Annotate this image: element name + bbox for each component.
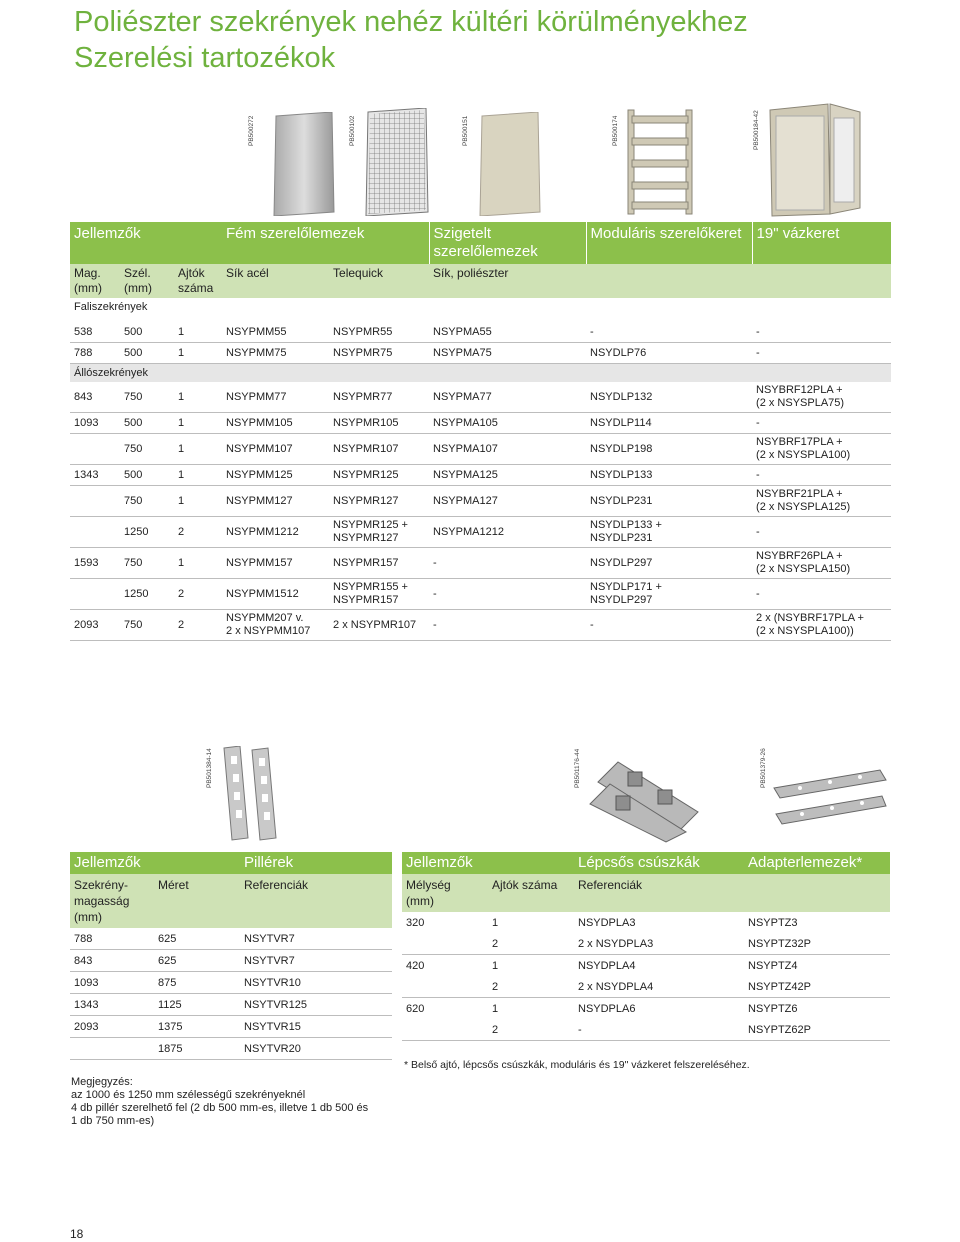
header-doors: Ajtók száma bbox=[174, 264, 222, 298]
slides-table bbox=[402, 852, 890, 1041]
header-depth: Mélység (mm) bbox=[402, 874, 488, 912]
header-modular-frame: Moduláris szerelőkeret bbox=[586, 222, 752, 264]
header-cabinet-height: Szekrény- magasság (mm) bbox=[70, 874, 154, 928]
adapter-plate-image bbox=[770, 768, 890, 839]
table-row bbox=[70, 486, 891, 517]
table-cell: 750 bbox=[120, 548, 174, 579]
slide-rail-image bbox=[588, 752, 708, 849]
table-cell: NSYPMA125 bbox=[429, 465, 586, 486]
table-cell: 500 bbox=[120, 343, 174, 364]
table-cell: NSYPMA75 bbox=[429, 343, 586, 364]
table-cell: NSYTVR10 bbox=[240, 972, 392, 994]
table-cell: 1 bbox=[174, 486, 222, 517]
table-cell: 788 bbox=[70, 928, 154, 950]
header-doors: Ajtók száma bbox=[488, 874, 574, 912]
title-line-2: Szerelési tartozékok bbox=[74, 42, 336, 74]
table-row bbox=[70, 1038, 392, 1060]
table-cell: NSYPMA127 bbox=[429, 486, 586, 517]
header-flat-steel: Sík acél bbox=[222, 264, 329, 298]
table-cell: 2 x NSYPMR107 bbox=[329, 610, 429, 641]
table-cell: 1 bbox=[174, 548, 222, 579]
sub-header-row bbox=[70, 264, 891, 298]
table-cell: 2 bbox=[488, 933, 574, 955]
sub-header-row bbox=[402, 874, 890, 912]
table-cell: NSYPMA1212 bbox=[429, 517, 586, 548]
header-characteristics: Jellemzők bbox=[70, 852, 240, 874]
table-row bbox=[70, 465, 891, 486]
table-cell: 2093 bbox=[70, 1016, 154, 1038]
table-cell: 788 bbox=[70, 343, 120, 364]
table-cell: 2093 bbox=[70, 610, 120, 641]
group-header-row bbox=[402, 852, 890, 874]
telequick-plate-image bbox=[364, 108, 430, 221]
table-cell: NSYDLP297 bbox=[586, 548, 752, 579]
note-label: Megjegyzés: bbox=[71, 1076, 133, 1088]
table-cell: NSYPTZ32P bbox=[744, 933, 890, 955]
table-row bbox=[70, 950, 392, 972]
polyester-plate-image bbox=[478, 112, 542, 221]
image-code: PB500151 bbox=[462, 115, 469, 146]
header-characteristics: Jellemzők bbox=[402, 852, 574, 874]
table-cell: 500 bbox=[120, 465, 174, 486]
rack-frame-image bbox=[768, 100, 864, 223]
table-cell: NSYPMR77 bbox=[329, 382, 429, 413]
modular-frame-image bbox=[626, 108, 696, 223]
table-row bbox=[402, 912, 890, 933]
table-cell: NSYPMR125 bbox=[329, 465, 429, 486]
table-cell bbox=[70, 486, 120, 517]
table-cell: 750 bbox=[120, 610, 174, 641]
table-cell: NSYPMA107 bbox=[429, 434, 586, 465]
table-cell: 1343 bbox=[70, 465, 120, 486]
table-cell: 843 bbox=[70, 382, 120, 413]
table-cell: NSYPMR157 bbox=[329, 548, 429, 579]
image-code: PB500174 bbox=[612, 115, 619, 146]
table-cell: 1875 bbox=[154, 1038, 240, 1060]
table-cell: 2 bbox=[174, 517, 222, 548]
table-cell: NSYDLP114 bbox=[586, 413, 752, 434]
table-cell: 2 bbox=[488, 976, 574, 998]
header-size: Méret bbox=[154, 874, 240, 928]
table-cell: 320 bbox=[406, 916, 425, 929]
table-cell: 1 bbox=[174, 382, 222, 413]
steel-plate-image bbox=[272, 112, 336, 221]
table-cell: NSYDLP198 bbox=[586, 434, 752, 465]
table-cell: NSYTVR20 bbox=[240, 1038, 392, 1060]
header-references: Referenciák bbox=[574, 874, 744, 912]
table-cell: - bbox=[752, 413, 891, 434]
table-cell: NSYTVR125 bbox=[240, 994, 392, 1016]
table-cell: NSYPMM107 bbox=[222, 434, 329, 465]
table-cell: NSYTVR7 bbox=[240, 950, 392, 972]
table-cell: 1 bbox=[174, 322, 222, 343]
table-cell: NSYPMM105 bbox=[222, 413, 329, 434]
title-line-1: Poliészter szekrények nehéz kültéri körülményekhez bbox=[74, 6, 748, 38]
table-cell: NSYPTZ42P bbox=[744, 976, 890, 998]
header-adapter-plates: Adapterlemezek* bbox=[744, 852, 890, 874]
table-cell: 1 bbox=[174, 434, 222, 465]
table-cell: NSYBRF26PLA + (2 x NSYSPLA150) bbox=[752, 548, 891, 579]
table-cell: 843 bbox=[70, 950, 154, 972]
header-stepped-slides: Lépcsős csúszkák bbox=[574, 852, 744, 874]
floor-rows bbox=[70, 382, 891, 641]
table-row bbox=[70, 579, 891, 610]
page-number: 18 bbox=[70, 1227, 84, 1241]
table-cell: NSYPMR105 bbox=[329, 413, 429, 434]
pillar-image bbox=[218, 746, 288, 847]
table-cell bbox=[70, 1038, 154, 1060]
table-cell: 1343 bbox=[70, 994, 154, 1016]
table-cell: NSYPMA105 bbox=[429, 413, 586, 434]
table-cell: - bbox=[429, 548, 586, 579]
table-row bbox=[70, 434, 891, 465]
table-row bbox=[70, 610, 891, 641]
note bbox=[71, 1076, 391, 1128]
table-cell: - bbox=[586, 322, 752, 343]
table-cell bbox=[402, 1019, 488, 1041]
table-cell: NSYTVR7 bbox=[240, 928, 392, 950]
table-cell: 1593 bbox=[70, 548, 120, 579]
table-cell: - bbox=[752, 579, 891, 610]
table-cell: NSYPMR125 + NSYPMR127 bbox=[329, 517, 429, 548]
table-cell: NSYPMM77 bbox=[222, 382, 329, 413]
table-row bbox=[70, 548, 891, 579]
table-cell: NSYPMM1512 bbox=[222, 579, 329, 610]
table-cell: NSYPMM125 bbox=[222, 465, 329, 486]
table-cell: 1 bbox=[492, 959, 499, 972]
header-insulated-plates: Szigetelt szerelőlemezek bbox=[429, 222, 586, 264]
table-cell: - bbox=[429, 579, 586, 610]
table-cell: NSYDLP171 + NSYDLP297 bbox=[586, 579, 752, 610]
pillar-table bbox=[70, 852, 392, 1060]
table-row bbox=[70, 517, 891, 548]
table-cell: - bbox=[574, 1019, 744, 1041]
table-cell bbox=[70, 579, 120, 610]
table-cell: NSYPMA55 bbox=[429, 322, 586, 343]
table-cell: NSYDPLA3 bbox=[578, 916, 636, 929]
table-row bbox=[70, 928, 392, 950]
header-width: Szél. (mm) bbox=[120, 264, 174, 298]
table-cell: 2 bbox=[174, 610, 222, 641]
table-cell: NSYPTZ3 bbox=[748, 916, 798, 929]
table-cell: NSYPMM207 v. 2 x NSYPMM107 bbox=[222, 610, 329, 641]
table-cell: 2 x (NSYBRF17PLA + (2 x NSYSPLA100)) bbox=[752, 610, 891, 641]
table-cell: NSYTVR15 bbox=[240, 1016, 392, 1038]
table-row bbox=[70, 382, 891, 413]
table-cell: - bbox=[586, 610, 752, 641]
table-cell: NSYPMM157 bbox=[222, 548, 329, 579]
header-metal-plates: Fém szerelőlemezek bbox=[222, 222, 429, 264]
table-cell: 1250 bbox=[120, 579, 174, 610]
table-row bbox=[402, 933, 890, 955]
table-cell: 625 bbox=[154, 950, 240, 972]
header-characteristics: Jellemzők bbox=[70, 222, 222, 264]
table-cell: 2 x NSYDPLA4 bbox=[574, 976, 744, 998]
table-cell: NSYDPLA4 bbox=[578, 959, 636, 972]
mounting-plates-table bbox=[70, 222, 891, 641]
table-cell: 1 bbox=[492, 1002, 499, 1015]
table-row bbox=[70, 413, 891, 434]
footnote: * Belső ajtó, lépcsős csúszkák, moduláris és 19" vázkeret felszereléséhez. bbox=[404, 1059, 750, 1071]
table-cell: - bbox=[752, 517, 891, 548]
table-cell: NSYDLP231 bbox=[586, 486, 752, 517]
image-code: PB501379-26 bbox=[760, 748, 767, 788]
header-height: Mag. (mm) bbox=[70, 264, 120, 298]
table-cell: 1250 bbox=[120, 517, 174, 548]
table-cell: NSYDLP132 bbox=[586, 382, 752, 413]
header-rack-frame: 19" vázkeret bbox=[752, 222, 891, 264]
table-cell bbox=[70, 517, 120, 548]
page-title bbox=[74, 4, 934, 76]
table-cell: NSYPMA77 bbox=[429, 382, 586, 413]
image-code: PB500184-42 bbox=[753, 110, 760, 150]
table-cell: NSYDLP133 + NSYDLP231 bbox=[586, 517, 752, 548]
table-row bbox=[402, 955, 890, 977]
table-row bbox=[402, 976, 890, 998]
table-row bbox=[70, 994, 392, 1016]
table-cell: NSYPTZ62P bbox=[744, 1019, 890, 1041]
table-cell: NSYDLP76 bbox=[586, 343, 752, 364]
table-cell: 1125 bbox=[154, 994, 240, 1016]
table-cell: 750 bbox=[120, 382, 174, 413]
table-cell: NSYPMM55 bbox=[222, 322, 329, 343]
table-row bbox=[70, 343, 891, 364]
table-cell: 500 bbox=[120, 413, 174, 434]
image-code: PB501176-44 bbox=[574, 748, 581, 788]
table-row bbox=[402, 998, 890, 1020]
header-pillars: Pillérek bbox=[240, 852, 392, 874]
header-telequick: Telequick bbox=[329, 264, 429, 298]
table-cell: NSYPMM75 bbox=[222, 343, 329, 364]
wall-rows bbox=[70, 322, 891, 364]
image-code: PB500272 bbox=[248, 115, 255, 146]
table-cell: 1 bbox=[174, 465, 222, 486]
table-cell: 2 bbox=[488, 1019, 574, 1041]
table-cell bbox=[402, 933, 488, 955]
table-cell: NSYDPLA6 bbox=[578, 1002, 636, 1015]
table-cell: 1375 bbox=[154, 1016, 240, 1038]
table-cell: 1093 bbox=[70, 413, 120, 434]
table-cell: 1 bbox=[174, 413, 222, 434]
table-cell: NSYDLP133 bbox=[586, 465, 752, 486]
table-cell: NSYPMM1212 bbox=[222, 517, 329, 548]
table-cell: NSYPTZ4 bbox=[748, 959, 798, 972]
table-cell: - bbox=[752, 322, 891, 343]
note-text: az 1000 és 1250 mm szélességű szekrényeknél 4 db pillér szerelhető fel (2 db 500 mm-es, illetve 1 db 500 és 1 db 750 mm-es) bbox=[71, 1089, 369, 1127]
table-cell: NSYPMR107 bbox=[329, 434, 429, 465]
table-row bbox=[70, 972, 392, 994]
table-cell: 538 bbox=[70, 322, 120, 343]
table-cell: NSYBRF12PLA + (2 x NSYSPLA75) bbox=[752, 382, 891, 413]
table-row bbox=[70, 322, 891, 343]
section-wall-cabinets: Faliszekrények bbox=[70, 298, 891, 316]
table-cell: 1093 bbox=[70, 972, 154, 994]
table-cell: NSYPMR155 + NSYPMR157 bbox=[329, 579, 429, 610]
table-cell: - bbox=[752, 343, 891, 364]
table-cell bbox=[70, 434, 120, 465]
table-row bbox=[70, 1016, 392, 1038]
section-floor-cabinets: Állószekrények bbox=[70, 364, 891, 383]
image-code: PB501384-14 bbox=[206, 748, 213, 788]
table-cell: 2 x NSYDPLA3 bbox=[574, 933, 744, 955]
table-cell: - bbox=[752, 465, 891, 486]
table-cell: NSYBRF17PLA + (2 x NSYSPLA100) bbox=[752, 434, 891, 465]
header-flat-polyester: Sík, poliészter bbox=[429, 264, 586, 298]
table-cell: 750 bbox=[120, 486, 174, 517]
table-cell bbox=[402, 976, 488, 998]
table-cell: NSYPMR55 bbox=[329, 322, 429, 343]
table-cell: 2 bbox=[174, 579, 222, 610]
table-cell: NSYPMR75 bbox=[329, 343, 429, 364]
table-cell: NSYPMR127 bbox=[329, 486, 429, 517]
table-row bbox=[402, 1019, 890, 1041]
image-code: PB500102 bbox=[349, 115, 356, 146]
group-header-row bbox=[70, 222, 891, 264]
header-references: Referenciák bbox=[240, 874, 392, 928]
table-cell: - bbox=[429, 610, 586, 641]
table-cell: 420 bbox=[406, 959, 425, 972]
sub-header-row bbox=[70, 874, 392, 928]
table-cell: 1 bbox=[174, 343, 222, 364]
table-cell: 620 bbox=[406, 1002, 425, 1015]
table-cell: NSYBRF21PLA + (2 x NSYSPLA125) bbox=[752, 486, 891, 517]
table-cell: NSYPTZ6 bbox=[748, 1002, 798, 1015]
table-cell: 875 bbox=[154, 972, 240, 994]
table-cell: 500 bbox=[120, 322, 174, 343]
group-header-row bbox=[70, 852, 392, 874]
table-cell: 625 bbox=[154, 928, 240, 950]
table-cell: NSYPMM127 bbox=[222, 486, 329, 517]
table-cell: 750 bbox=[120, 434, 174, 465]
table-cell: 1 bbox=[492, 916, 499, 929]
